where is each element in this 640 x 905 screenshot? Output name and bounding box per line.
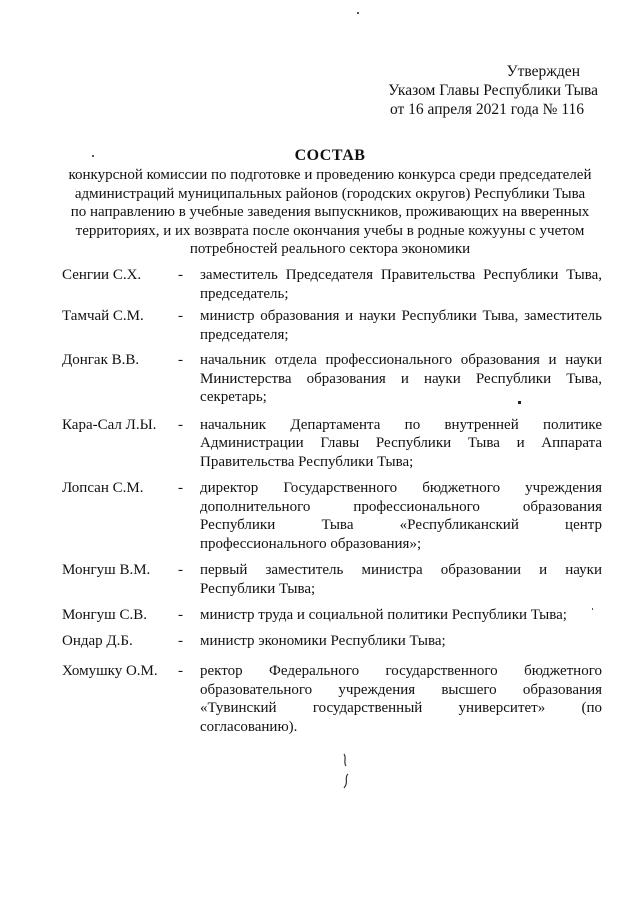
member-role: заместитель Председателя Правительства Республики Тыва, председатель;: [200, 267, 602, 302]
member-role: директор Государственного бюджетного учреждения дополнительного профессионального образования Республики Тыва «Республиканский центр профессионального образования»;: [200, 480, 602, 552]
document-subtitle-line: потребностей реального сектора экономики: [189, 241, 471, 257]
scan-speck: [92, 155, 94, 157]
member-dash: -: [178, 352, 183, 368]
member-name: Кара-Сал Л.Ы.: [62, 416, 157, 433]
member-row: [62, 561, 602, 598]
member-row: [62, 662, 602, 736]
member-role: начальник отдела профессионального образования и науки Министерства образования и науки Республики Тыва, секретарь;: [200, 352, 602, 405]
member-row: [62, 479, 602, 553]
member-name: Тамчай С.М.: [62, 308, 144, 324]
title-block: [55, 146, 605, 259]
member-name: Донгак В.В.: [62, 352, 140, 368]
member-role: ректор Федерального государственного бюджетного образовательного учреждения высшего образования «Тувинский государственный университет» (по согласованию).: [200, 663, 602, 735]
member-row: [62, 416, 602, 472]
commission-members-list: [62, 266, 602, 736]
document-subtitle-line: конкурсной комиссии по подготовке и проведению конкурса среди председателей: [68, 167, 592, 183]
document-subtitle-line: по направлению в учебные заведения выпускников, проживающих на вверенных: [70, 204, 590, 220]
member-role: начальник Департамента по внутренней политике Администрации Главы Республики Тыва и Аппарата Правительства Республики Тыва;: [200, 416, 602, 470]
member-dash: -: [178, 308, 183, 324]
member-role: первый заместитель министра образовании и науки Республики Тыва;: [200, 562, 602, 597]
approval-line-decree: Указом Главы Республики Тыва: [388, 82, 598, 99]
document-title: СОСТАВ: [294, 147, 366, 164]
member-name: Сенгии С.Х.: [62, 267, 142, 283]
member-name: Лопсан С.М.: [62, 480, 144, 496]
scan-speck: [592, 608, 593, 610]
member-row: [62, 307, 602, 344]
member-name: Ондар Д.Б.: [62, 632, 133, 649]
member-dash: -: [178, 562, 183, 578]
member-role: министр образования и науки Республики Тыва, заместитель председателя;: [200, 308, 602, 343]
handwritten-mark-icon: [338, 752, 354, 792]
member-dash: -: [178, 607, 183, 623]
approval-line-approved: Утвержден: [506, 63, 580, 80]
member-dash: -: [178, 480, 183, 496]
document-subtitle-line: территориях, и их возврата после окончания учебы в родные кожууны с учетом: [75, 222, 585, 239]
member-dash: -: [178, 267, 183, 283]
member-role: министр труда и социальной политики Республики Тыва;: [200, 607, 567, 623]
approval-stamp: [338, 62, 598, 119]
member-dash: -: [178, 632, 183, 649]
member-name: Монгуш В.М.: [62, 562, 151, 578]
scan-speck: [357, 12, 359, 14]
member-row: [62, 632, 602, 651]
document-subtitle-line: администраций муниципальных районов (городских округов) Республики Тыва: [74, 185, 586, 202]
member-row: [62, 606, 602, 625]
member-dash: -: [178, 416, 183, 433]
member-row: [62, 351, 602, 407]
member-name: Хомушку О.М.: [62, 663, 158, 679]
member-role: министр экономики Республики Тыва;: [200, 632, 446, 649]
member-dash: -: [178, 663, 183, 679]
scan-speck: [518, 401, 521, 404]
member-row: [62, 266, 602, 303]
member-name: Монгуш С.В.: [62, 607, 147, 623]
approval-line-date: от 16 апреля 2021 года № 116: [389, 101, 584, 118]
